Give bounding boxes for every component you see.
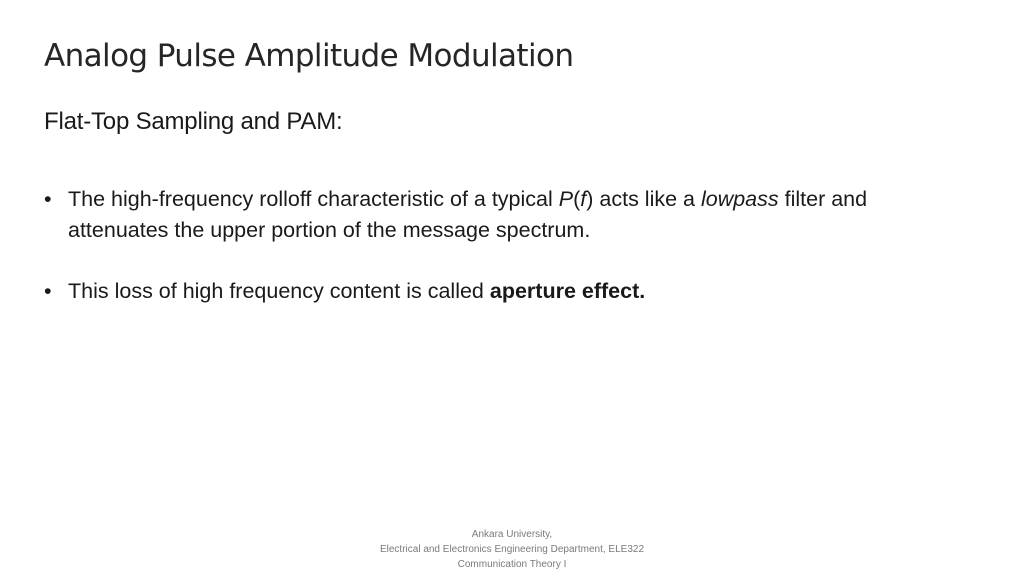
bullet-item-aperture [44, 276, 964, 307]
footer-department: Electrical and Electronics Engineering Department, ELE322 [379, 544, 645, 555]
bullet-text-end: filter and attenuates the upper portion of the message spectrum. [68, 187, 868, 242]
bullet-text-paren-open: ( [573, 187, 581, 211]
slide-subtitle: Flat-Top Sampling and PAM: [44, 108, 343, 135]
footer-university: Ankara University, [471, 529, 553, 540]
slide-title: Analog Pulse Amplitude Modulation [44, 38, 574, 74]
slide-footer [312, 527, 712, 572]
bullet-text: The high-frequency rolloff characteristic of a typical [68, 187, 559, 211]
bullet-list [44, 184, 964, 338]
bullet-italic-lowpass: lowpass [700, 187, 779, 211]
bullet-italic-f: f [580, 187, 587, 211]
bullet-text: This loss of high frequency content is called [68, 279, 490, 303]
bullet-bold-aperture-effect: aperture effect. [489, 279, 646, 303]
bullet-text-mid: ) acts like a [586, 187, 701, 211]
bullet-italic-p: P [558, 187, 574, 211]
bullet-marker: • [44, 279, 52, 303]
bullet-marker: • [44, 187, 52, 211]
footer-course: Communication Theory I [457, 559, 567, 570]
bullet-item-rolloff [44, 184, 964, 245]
